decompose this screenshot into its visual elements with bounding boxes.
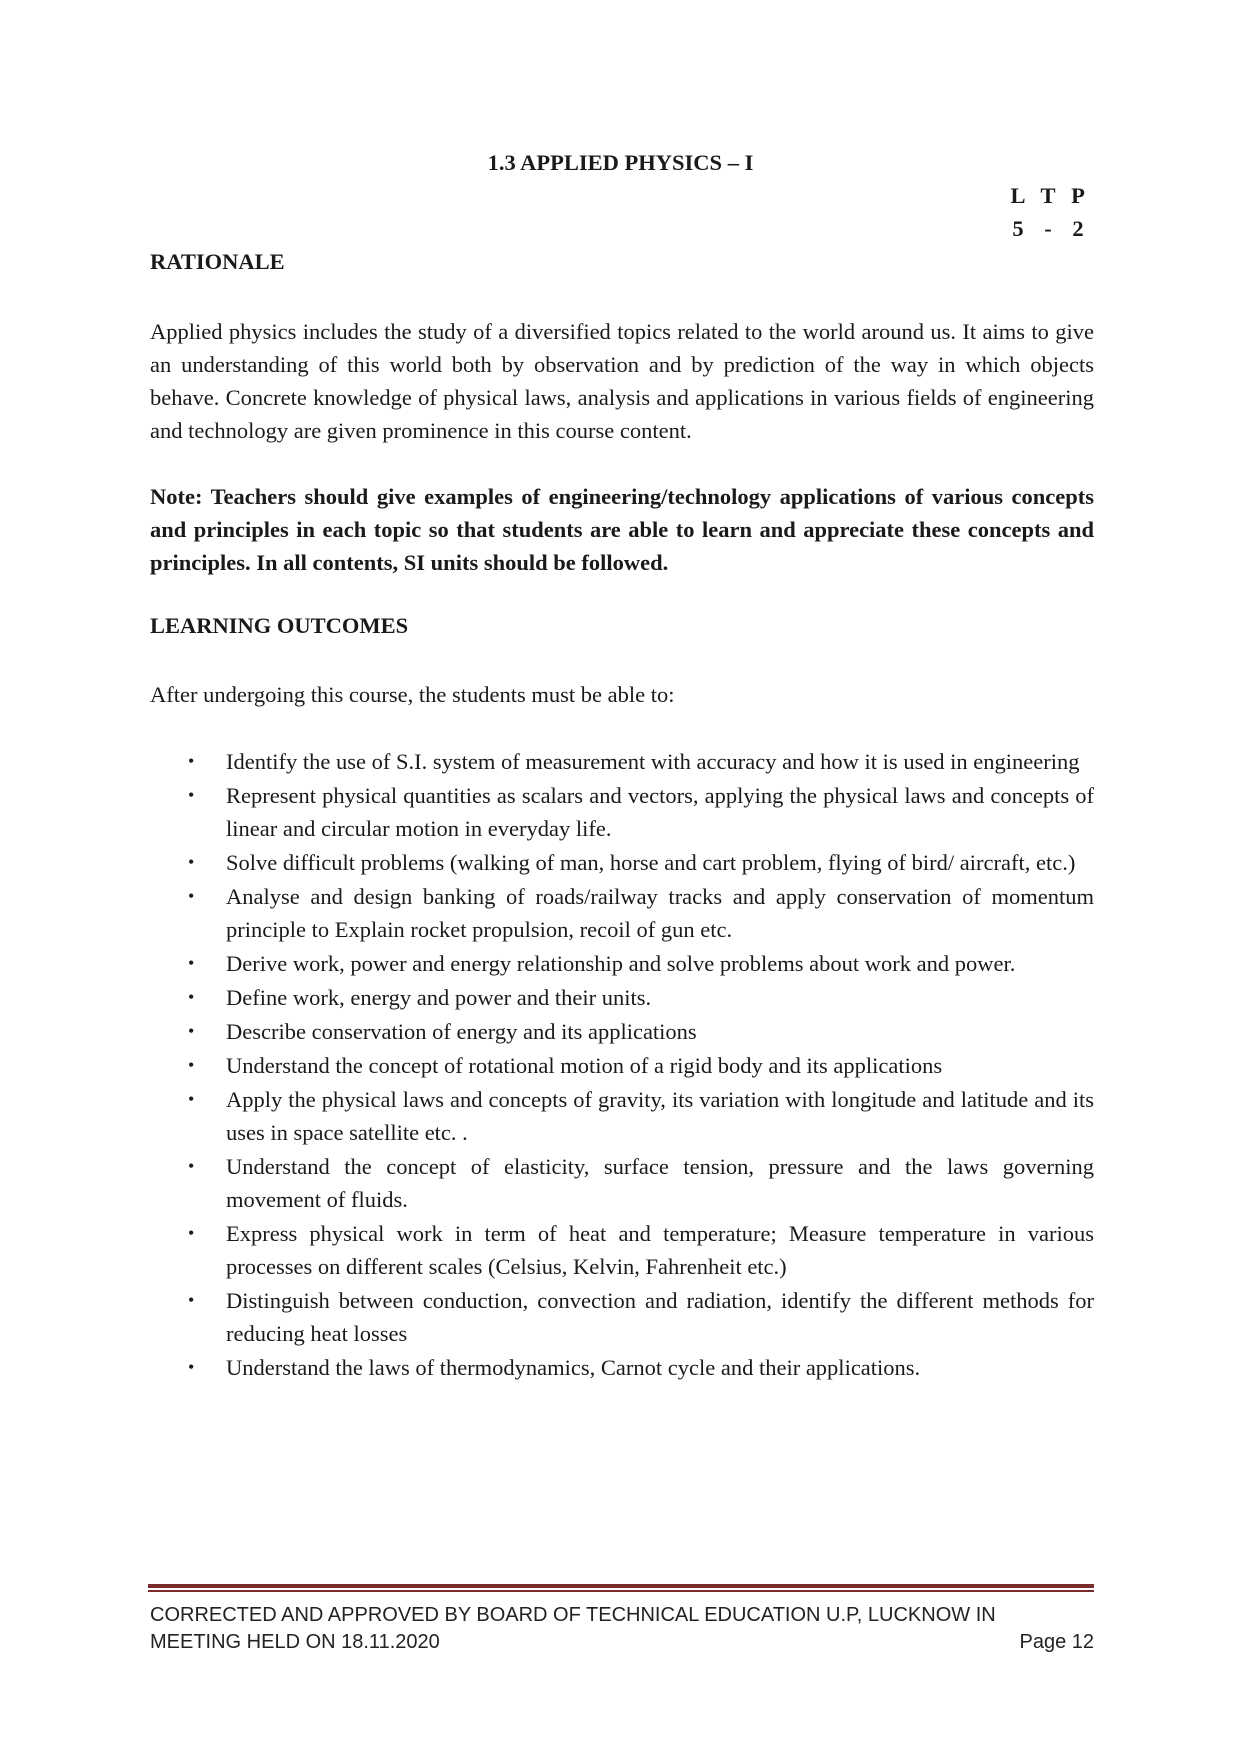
learning-outcome-item [150,745,1094,778]
bullet-icon: • [188,751,195,771]
bullet-icon: • [188,1223,195,1243]
learning-outcome-text: Describe conservation of energy and its applications [226,1019,697,1044]
bullet-icon: • [188,852,195,872]
learning-outcome-text: Understand the concept of elasticity, surface tension, pressure and the laws governing movement of fluids. [226,1154,1094,1212]
bullet-icon: • [188,785,195,805]
learning-outcome-text: Derive work, power and energy relationship and solve problems about work and power. [226,951,1016,976]
learning-outcome-item [150,1049,1094,1082]
ltp-header-p: P [1071,183,1085,208]
bullet-icon: • [188,1055,195,1075]
learning-outcomes-intro: After undergoing this course, the students must be able to: [150,682,675,707]
page-footer [150,1602,1094,1656]
learning-outcome-text: Apply the physical laws and concepts of gravity, its variation with longitude and latitude and its uses in space satellite etc. . [226,1087,1094,1145]
learning-outcome-item [150,1351,1094,1384]
learning-outcome-text: Represent physical quantities as scalars and vectors, applying the physical laws and concepts of linear and circular motion in everyday life. [226,783,1094,841]
learning-outcome-item [150,1284,1094,1350]
learning-outcome-text: Understand the laws of thermodynamics, Carnot cycle and their applications. [226,1355,921,1380]
learning-outcome-item [150,1150,1094,1216]
learning-outcome-text: Express physical work in term of heat and temperature; Measure temperature in various processes on different scales (Celsius, Kelvin, Fahrenheit etc.) [226,1221,1094,1279]
ltp-header-l: L [1010,183,1026,208]
learning-outcome-text: Analyse and design banking of roads/railway tracks and apply conservation of momentum principle to Explain rocket propulsion, recoil of gun etc. [226,884,1094,942]
rationale-heading: RATIONALE [150,249,285,274]
bullet-icon: • [188,953,195,973]
learning-outcome-text: Identify the use of S.I. system of measurement with accuracy and how it is used in engineering [226,749,1080,774]
learning-outcome-item [150,1083,1094,1149]
learning-outcome-item [150,779,1094,845]
bullet-icon: • [188,1089,195,1109]
ltp-values [1003,216,1093,242]
bullet-icon: • [188,1357,195,1377]
learning-outcome-item [150,947,1094,980]
footer-meeting-date: MEETING HELD ON 18.11.2020 [150,1631,440,1653]
bullet-icon: • [188,1290,195,1310]
ltp-value-l: 5 [1012,216,1024,241]
rationale-paragraph: Applied physics includes the study of a diversified topics related to the world around us. It aims to give an understanding of this world both by observation and by prediction of the way in which objects behave. Concrete knowledge of physical laws, analysis and applications in various fields of engineering and technology are given prominence in this course content. [150,319,1094,443]
learning-outcome-item [150,981,1094,1014]
ltp-headers [1003,183,1093,209]
bullet-icon: • [188,1156,195,1176]
footer-rule-thick [148,1584,1094,1588]
course-title: 1.3 APPLIED PHYSICS – I [487,150,754,175]
learning-outcome-text: Distinguish between conduction, convection and radiation, identify the different methods for reducing heat losses [226,1288,1094,1346]
ltp-value-p: 2 [1072,216,1084,241]
learning-outcome-text: Solve difficult problems (walking of man, horse and cart problem, flying of bird/ aircraft, etc.) [226,850,1076,875]
page-number: Page 12 [1019,1631,1094,1653]
footer-rule-thin [148,1590,1094,1592]
teacher-note: Note: Teachers should give examples of engineering/technology applications of various concepts and principles in each topic so that students are able to learn and appreciate these concepts and principles. In all contents, SI units should be followed. [150,484,1094,575]
learning-outcome-item [150,1015,1094,1048]
learning-outcome-item [150,846,1094,879]
learning-outcomes-list [150,745,1094,1385]
ltp-header-t: T [1040,183,1056,208]
learning-outcome-item [150,1217,1094,1283]
learning-outcome-text: Understand the concept of rotational motion of a rigid body and its applications [226,1053,943,1078]
learning-outcome-item [150,880,1094,946]
learning-outcomes-heading: LEARNING OUTCOMES [150,613,409,638]
learning-outcome-text: Define work, energy and power and their units. [226,985,652,1010]
bullet-icon: • [188,886,195,906]
bullet-icon: • [188,987,195,1007]
ltp-value-t: - [1044,216,1052,241]
footer-approval-line: CORRECTED AND APPROVED BY BOARD OF TECHNICAL EDUCATION U.P, LUCKNOW IN [150,1604,996,1626]
bullet-icon: • [188,1021,195,1041]
